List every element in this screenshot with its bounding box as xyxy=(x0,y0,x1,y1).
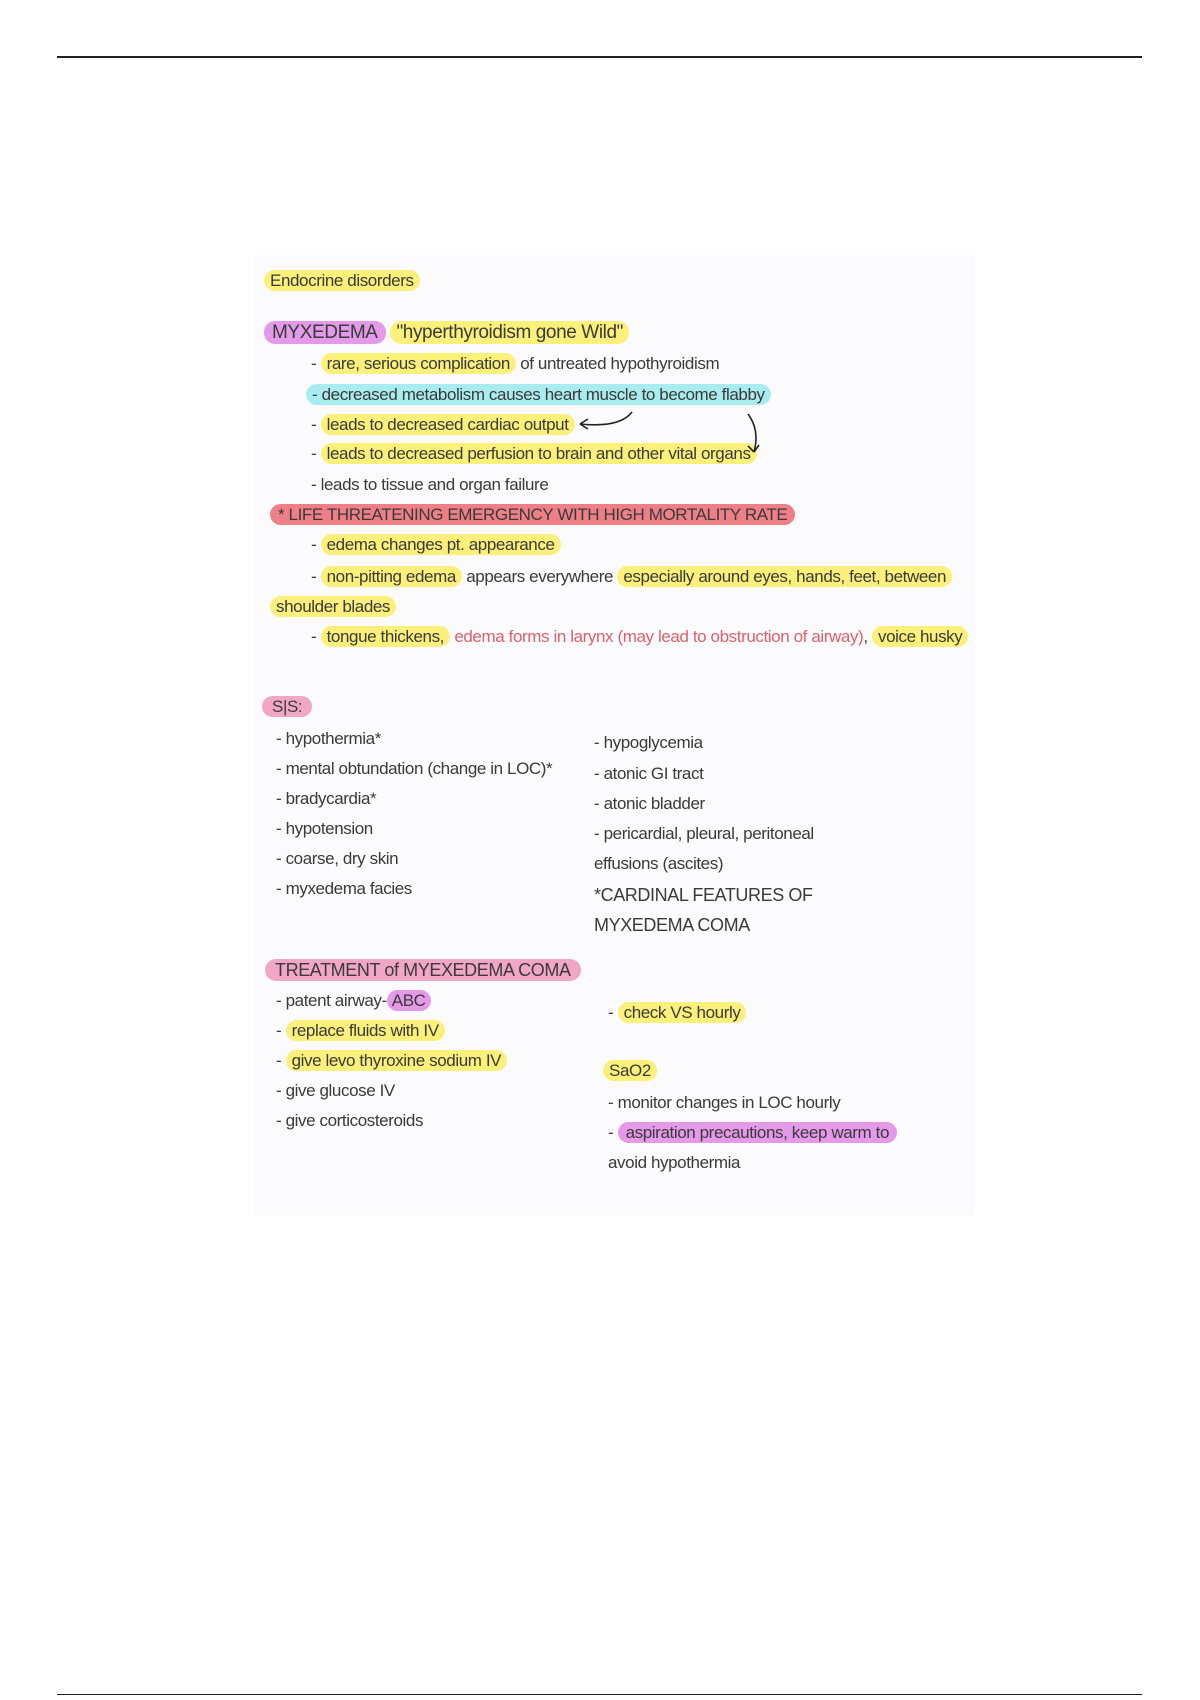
treatment-item: avoid hypothermia xyxy=(608,1153,741,1172)
treatment-item: - monitor changes in LOC hourly xyxy=(608,1093,841,1112)
sign-item: effusions (ascites) xyxy=(594,854,724,873)
sign-item: - mental obtundation (change in LOC)* xyxy=(276,759,553,778)
cardinal-note: MYXEDEMA COMA xyxy=(594,915,750,935)
myxedema-nickname: "hyperthyroidism gone Wild" xyxy=(390,321,629,344)
sign-item: - hypotension xyxy=(276,819,373,838)
treatment-item: - patent airway- ABC xyxy=(276,990,431,1012)
bottom-rule xyxy=(57,1694,1142,1695)
sign-item: - atonic bladder xyxy=(594,794,705,813)
myxedema-point: - decreased metabolism causes heart muscle to become flabby xyxy=(306,384,771,406)
sign-item: - hypoglycemia xyxy=(594,733,703,752)
sign-item: - hypothermia* xyxy=(276,729,381,748)
appearance-point: shoulder blades xyxy=(270,596,396,618)
treatment-item: - check VS hourly xyxy=(608,1002,746,1024)
sign-item: - bradycardia* xyxy=(276,789,377,808)
treatment-item: - give glucose IV xyxy=(276,1081,395,1100)
treatment-item: - aspiration precautions, keep warm to xyxy=(608,1122,897,1144)
sign-item: - myxedema facies xyxy=(276,879,412,898)
emergency-banner: * LIFE THREATENING EMERGENCY WITH HIGH MORTALITY RATE xyxy=(270,504,795,526)
appearance-point: - non-pitting edema appears everywhere especially around eyes, hands, feet, between xyxy=(311,566,952,588)
appearance-point: - edema changes pt. appearance xyxy=(311,534,561,556)
appearance-point: - tongue thickens, edema forms in larynx (may lead to obstruction of airway), voice husky xyxy=(311,626,968,648)
treatment-heading: TREATMENT of MYEXEDEMA COMA xyxy=(265,959,581,981)
myxedema-point: - leads to decreased perfusion to brain and other vital organs xyxy=(311,443,757,465)
treatment-item: - give corticosteroids xyxy=(276,1111,424,1130)
treatment-item: SaO2 xyxy=(603,1060,657,1082)
sign-item: - atonic GI tract xyxy=(594,764,704,783)
myxedema-point: - leads to decreased cardiac output xyxy=(311,414,575,436)
treatment-item: - give levo thyroxine sodium IV xyxy=(276,1050,507,1072)
cardinal-note: *CARDINAL FEATURES OF xyxy=(594,885,813,905)
sign-item: - pericardial, pleural, peritoneal xyxy=(594,824,814,843)
myxedema-point: - rare, serious complication of untreated hypothyroidism xyxy=(311,354,720,373)
myxedema-heading: MYXEDEMA xyxy=(264,321,386,344)
signs-heading: S|S: xyxy=(262,696,312,718)
treatment-item: - replace fluids with IV xyxy=(276,1020,445,1042)
myxedema-point: - leads to tissue and organ failure xyxy=(311,475,549,494)
sign-item: - coarse, dry skin xyxy=(276,849,399,868)
page-title: Endocrine disorders xyxy=(264,270,420,292)
